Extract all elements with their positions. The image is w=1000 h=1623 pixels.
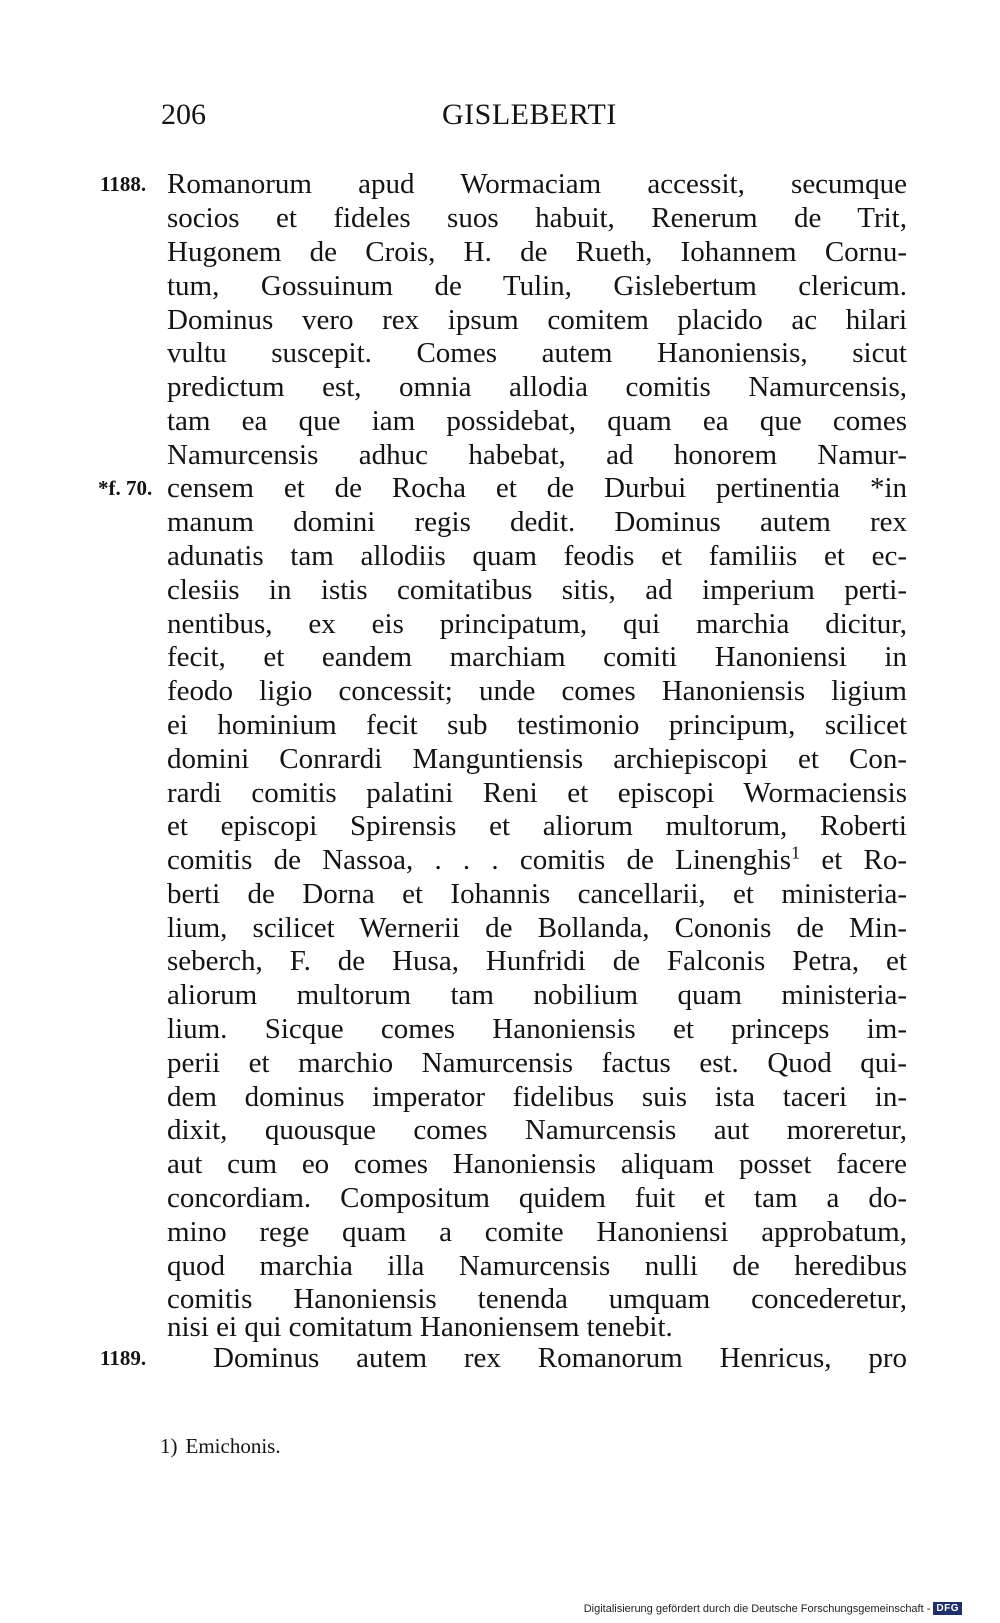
body-line: berti de Dorna et Iohannis cancellarii, et ministeria- [167,878,907,910]
body-line: dixit, quousque comes Namurcensis aut moreretur, [167,1114,907,1146]
body-line: perii et marchio Namurcensis factus est. Quod qui- [167,1047,907,1079]
body-line: manum domini regis dedit. Dominus autem rex [167,506,907,538]
body-line: clesiis in istis comitatibus sitis, ad imperium perti- [167,574,907,606]
digitization-credit [584,1602,962,1615]
body-line: rardi comitis palatini Reni et episcopi Wormaciensis [167,777,907,809]
body-line: lium, scilicet Wernerii de Bollanda, Cononis de Min- [167,912,907,944]
body-line: concordiam. Compositum quidem fuit et tam a do- [167,1182,907,1214]
body-line: nentibus, ex eis principatum, qui marchia dicitur, [167,608,907,640]
body-line: dem dominus imperator fidelibus suis ista taceri in- [167,1081,907,1113]
body-line: feodo ligio concessit; unde comes Hanoniensis ligium [167,675,907,707]
body-line: adunatis tam allodiis quam feodis et familiis et ec- [167,540,907,572]
footnote [160,1432,281,1460]
footnote-marker: 1 [791,842,801,863]
credit-text: Digitalisierung gefördert durch die Deutsche Forschungsgemeinschaft - [583,1602,931,1615]
body-line: predictum est, omnia allodia comitis Namurcensis, [167,371,907,403]
body-line: comitis Hanoniensis tenenda umquam concederetur, [167,1283,907,1315]
body-line-text-tail: et Ro- [800,844,907,876]
body-line: Hugonem de Crois, H. de Rueth, Iohannem Cornu- [167,236,907,268]
margin-note-year-1188: 1188. [100,172,147,196]
body-line: Namurcensis adhuc habebat, ad honorem Namur- [167,439,907,471]
body-line: et episcopi Spirensis et aliorum multorum, Roberti [167,810,907,842]
body-line: domini Conrardi Manguntiensis archiepiscopi et Con- [167,743,907,775]
body-line: ei hominium fecit sub testimonio principum, scilicet [167,709,907,741]
body-line: tum, Gossuinum de Tulin, Gislebertum clericum. [167,270,907,302]
body-line-text: comitis de Nassoa, . . . comitis de Linenghis [167,844,792,876]
dfg-logo: DFG [933,1602,962,1615]
body-line: socios et fideles suos habuit, Renerum de Trit, [167,202,907,234]
body-line: seberch, F. de Husa, Hunfridi de Falconis Petra, et [167,945,907,977]
body-line: tam ea que iam possidebat, quam ea que comes [167,405,907,437]
page-number: 206 [161,98,206,131]
body-line: aut cum eo comes Hanoniensis aliquam posset facere [167,1148,907,1180]
body-line: vultu suscepit. Comes autem Hanoniensis, sicut [167,337,907,369]
margin-note-year-1189: 1189. [100,1346,147,1370]
body-line-with-footnote-ref [167,842,907,878]
body-line: quod marchia illa Namurcensis nulli de heredibus [167,1250,907,1282]
footnote-ref: 1) [160,1434,178,1458]
margin-note-folio: *f. 70. [98,476,153,500]
footnote-text: Emichonis. [185,1434,281,1458]
body-line: Dominus autem rex Romanorum Henricus, pro [213,1342,907,1374]
body-line: Dominus vero rex ipsum comitem placido ac hilari [167,304,907,336]
body-line: lium. Sicque comes Hanoniensis et princeps im- [167,1013,907,1045]
body-line: nisi ei qui comitatum Hanoniensem tenebit. [167,1311,673,1343]
body-line: Romanorum apud Wormaciam accessit, secumque [167,168,907,200]
body-line: censem et de Rocha et de Durbui pertinentia *in [167,472,907,504]
body-line: mino rege quam a comite Hanoniensi approbatum, [167,1216,907,1248]
running-head: GISLEBERTI [442,98,617,131]
body-line: fecit, et eandem marchiam comiti Hanoniensi in [167,641,907,673]
body-line: aliorum multorum tam nobilium quam ministeria- [167,979,907,1011]
